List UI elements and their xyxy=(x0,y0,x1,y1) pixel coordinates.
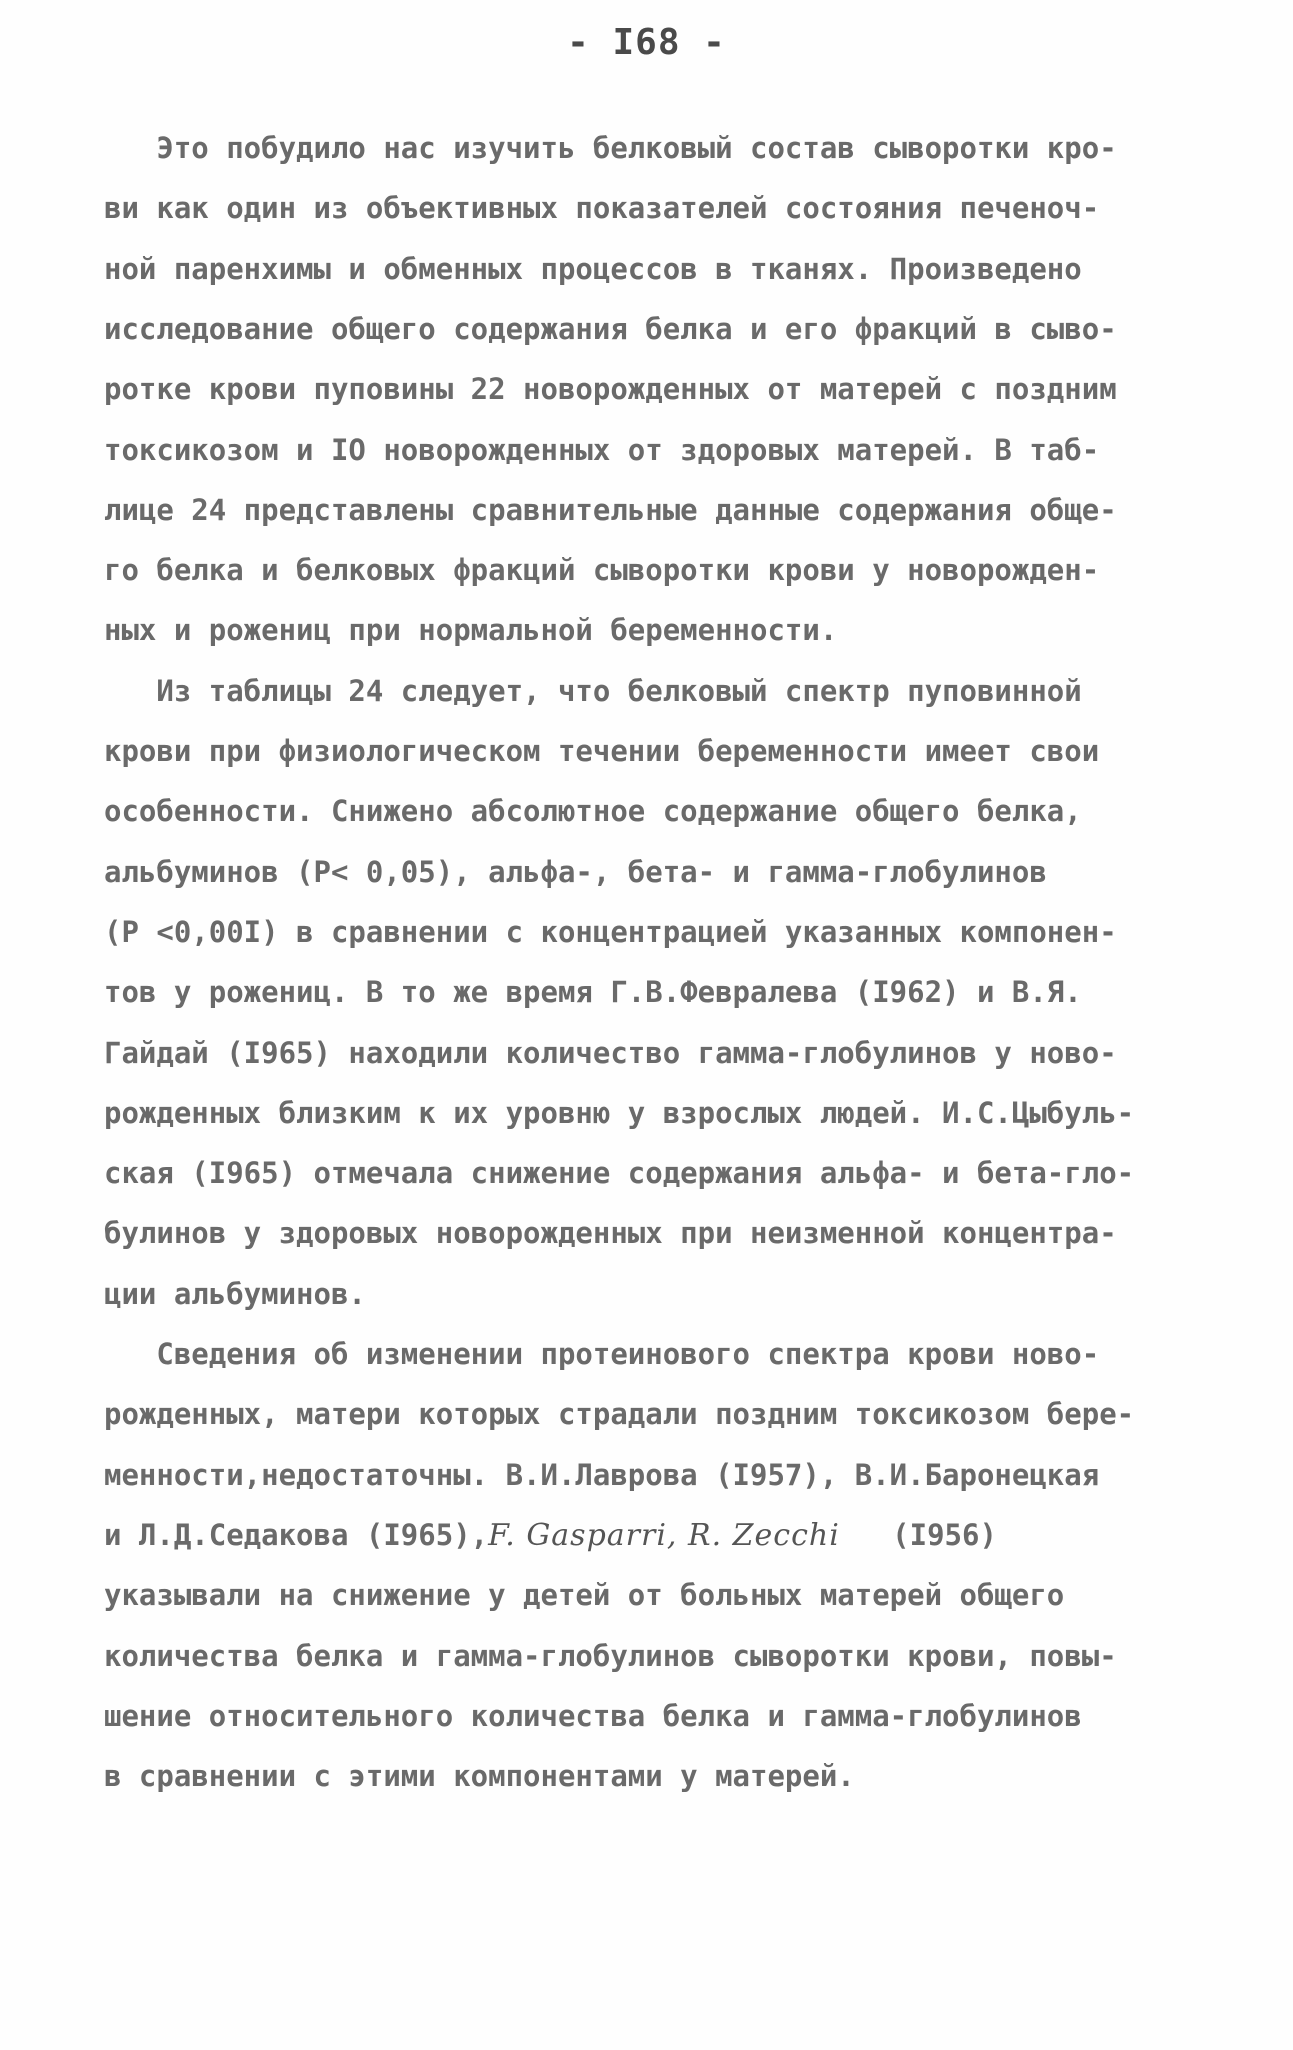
text-line xyxy=(104,1505,997,1565)
line-text: Сведения об изменении протеинового спектра крови ново- xyxy=(104,1337,1100,1371)
line-text: указывали на снижение у детей от больных матерей общего xyxy=(104,1578,1065,1613)
text-line xyxy=(104,239,1082,299)
line-text: ной паренхимы и обменных процессов в тканях. Произведено xyxy=(104,251,1082,286)
text-line xyxy=(104,962,1082,1022)
line-text: булинов у здоровых новорожденных при неизменной концентра- xyxy=(104,1216,1117,1251)
line-text: Это побудило нас изучить белковый состав сыворотки кро- xyxy=(104,131,1117,165)
line-text-after: (I956) xyxy=(839,1517,997,1552)
text-line xyxy=(104,1324,1099,1384)
line-text: количества белка и гамма-глобулинов сыворотки крови, повы- xyxy=(104,1638,1117,1673)
line-text: крови при физиологическом течении беременности имеет свои xyxy=(104,734,1100,768)
text-line xyxy=(104,1143,1134,1203)
text-line xyxy=(104,1083,1134,1143)
line-text: ротке крови пуповины 22 новорожденных от матерей с поздним xyxy=(104,372,1117,407)
line-text: рожденных близким к их уровню у взрослых людей. И.С.Цыбуль- xyxy=(104,1095,1135,1130)
line-text: токсикозом и IO новорожденных от здоровых матерей. В таб- xyxy=(104,432,1100,467)
text-line xyxy=(104,299,1117,359)
text-line xyxy=(104,721,1099,781)
line-text: (P <0,00I) в сравнении с концентрацией указанных компонен- xyxy=(104,914,1117,949)
line-text: го белка и белковых фракций сыворотки крови у новорожден- xyxy=(104,553,1100,588)
line-text: лице 24 представлены сравнительные данные содержания обще- xyxy=(104,492,1117,527)
line-text: альбуминов (P< 0,05), альфа-, бета- и гамма-глобулинов xyxy=(104,854,1047,889)
text-line xyxy=(104,1384,1134,1444)
text-line xyxy=(104,1023,1117,1083)
text-line xyxy=(104,661,1082,721)
line-text: Из таблицы 24 следует, что белковый спектр пуповинной xyxy=(104,673,1082,708)
text-line xyxy=(104,1203,1117,1263)
text-line xyxy=(104,359,1117,419)
line-text: ции альбуминов. xyxy=(104,1276,366,1311)
text-line xyxy=(104,1565,1064,1625)
text-line xyxy=(104,902,1117,962)
line-text: ных и рожениц при нормальной беременности. xyxy=(104,613,838,648)
handwritten-authors: F. Gasparri, R. Zecchi xyxy=(488,1517,840,1553)
line-text: исследование общего содержания белка и его фракций в сыво- xyxy=(104,311,1117,346)
text-line xyxy=(104,420,1099,480)
line-text: рожденных, матери которых страдали поздним токсикозом бере- xyxy=(104,1397,1135,1432)
line-text: шение относительного количества белка и гамма-глобулинов xyxy=(104,1698,1082,1733)
text-line xyxy=(104,118,1117,178)
line-text: и Л.Д.Седакова (I965), xyxy=(104,1517,489,1552)
text-line xyxy=(104,480,1117,540)
line-text: менности,недостаточны. В.И.Лаврова (I957), В.И.Баронецкая xyxy=(104,1457,1100,1492)
page-number: - I68 - xyxy=(567,22,726,63)
text-line xyxy=(104,1746,855,1806)
text-line xyxy=(104,178,1099,238)
text-line xyxy=(104,1686,1082,1746)
text-line xyxy=(104,1626,1117,1686)
text-line xyxy=(104,781,1082,841)
line-text: Гайдай (I965) находили количество гамма-глобулинов у ново- xyxy=(104,1035,1117,1070)
line-text: особенности. Снижено абсолютное содержание общего белка, xyxy=(104,794,1082,829)
line-text: ви как один из объективных показателей состояния печеноч- xyxy=(104,191,1100,226)
text-line xyxy=(104,600,837,660)
line-text: в сравнении с этими компонентами у матерей. xyxy=(104,1759,855,1794)
text-line xyxy=(104,540,1099,600)
line-text: тов у рожениц. В то же время Г.В.Февралева (I962) и В.Я. xyxy=(104,975,1082,1010)
line-text: ская (I965) отмечала снижение содержания альфа- и бета-гло- xyxy=(104,1156,1135,1191)
text-line xyxy=(104,1264,366,1324)
text-line xyxy=(104,1445,1099,1505)
text-line xyxy=(104,842,1047,902)
